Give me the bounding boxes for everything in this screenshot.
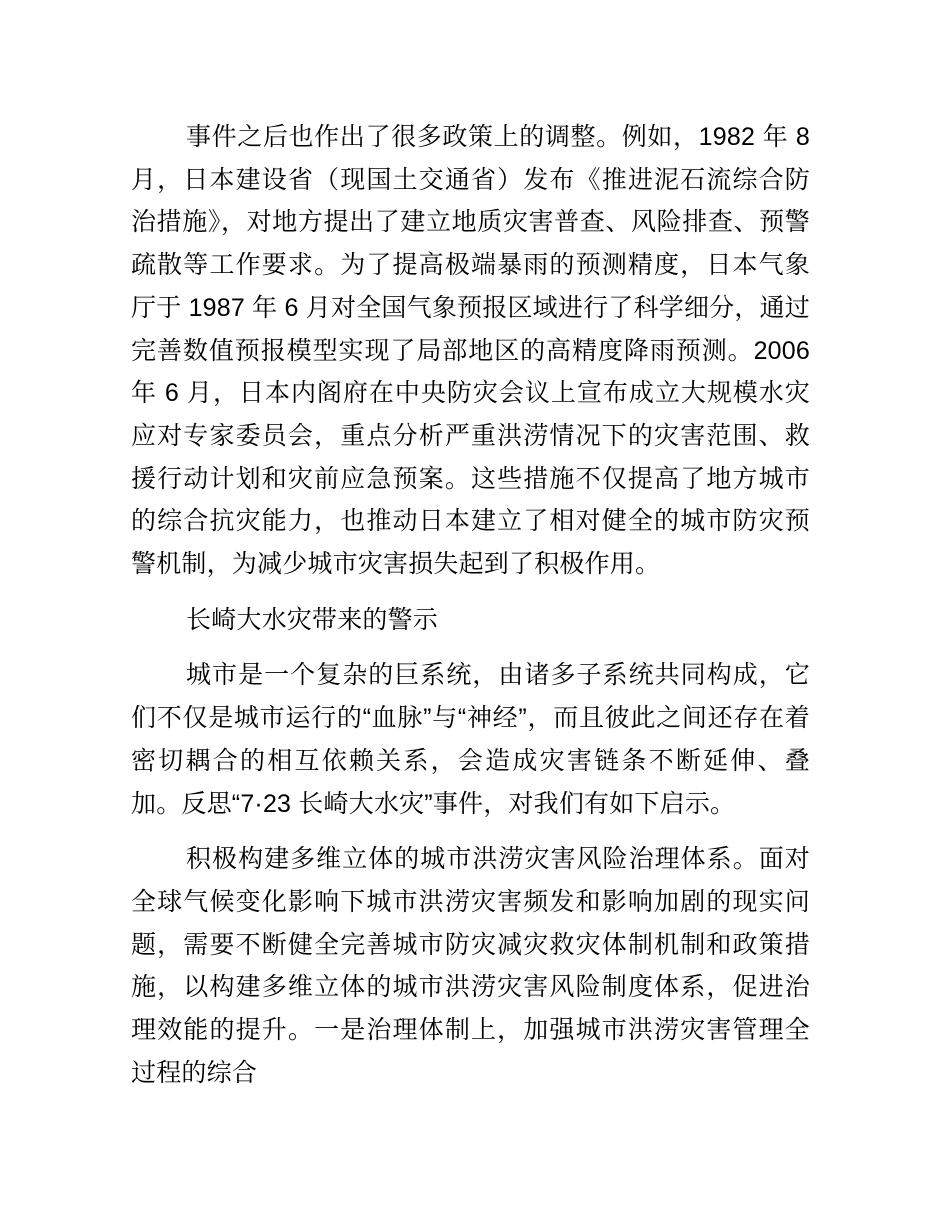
section-heading-nagasaki-flood-warnings: 长崎大水灾带来的警示 (186, 605, 439, 634)
body-paragraph-policy-adjustments: 事件之后也作出了很多政策上的调整。例如，1982 年 8 月，日本建设省（现国土交通省）发布《推进泥石流综合防治措施》，对地方提出了建立地质灾害普查、风险排查、预警疏散等工作要求。为了提高极端暴雨的预测精度，日本气象厅于 1987 年 6 月对全国气象预报区域进行了科学细分，通过完善数值预报模型实现了局部地区的高精度降雨预测。2006 年 6 月，日本内阁府在中央防灾会议上宣布成立大规模水灾应对专家委员会，重点分析严重洪涝情况下的灾害范围、救援行动计划和灾前应急预案。这些措施不仅提高了地方城市的综合抗灾能力，也推动日本建立了相对健全的城市防灾预警机制，为减少城市灾害损失起到了积极作用。 (131, 123, 810, 579)
body-paragraph-risk-governance-system: 积极构建多维立体的城市洪涝灾害风险治理体系。面对全球气候变化影响下城市洪涝灾害频发和影响加剧的现实问题，需要不断健全完善城市防灾减灾救灾体制机制和政策措施，以构建多维立体的城市洪涝灾害风险制度体系，促进治理效能的提升。一是治理体制上，加强城市洪涝灾害管理全过程的综合 (131, 845, 810, 1087)
body-paragraph-city-giant-system: 城市是一个复杂的巨系统，由诸多子系统共同构成，它们不仅是城市运行的“血脉”与“神经”，而且彼此之间还存在着密切耦合的相互依赖关系，会造成灾害链条不断延伸、叠加。反思“7·23 长崎大水灾”事件，对我们有如下启示。 (131, 661, 810, 818)
